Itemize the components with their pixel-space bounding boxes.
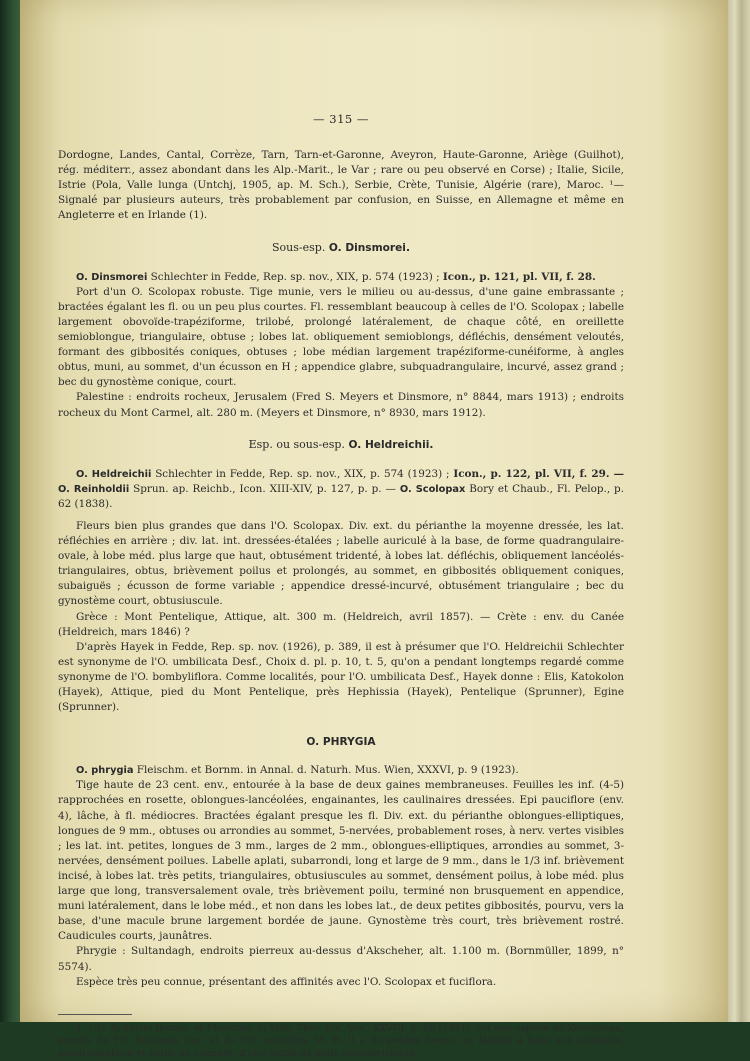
heading-prefix: Sous-esp. <box>272 240 326 254</box>
taxon-citation <box>58 467 624 512</box>
taxon-name: O. Heldreichii <box>76 468 152 480</box>
page-number: — 315 — <box>313 112 369 126</box>
citation-text: Schlechter in Fedde, Rep. sp. nov., XIX, p. 574 (1923) ; <box>155 467 450 480</box>
icon-reference: Icon., p. 122, pl. VII, f. 29. — <box>453 467 624 480</box>
continuation-paragraph: Dordogne, Landes, Cantal, Corrèze, Tarn, Tarn-et-Garonne, Aveyron, Haute-Garonne, Ariège (Guilhot), rég. méditerr., assez abondant dans les Alp.-Marit., le Var ; rare ou peu observé en Corse) ; Italie, Sicile, Istrie (Pola, Valle lunga (Untchj, 1905, ap. M. Sch.), Serbie, Crète, Tunisie, Algérie (rare), Maroc. ¹— Signalé par plusieurs auteurs, très probablement par confusion, en Suisse, en Allemagne et même en Angleterre et en Irlande (1). <box>58 149 624 222</box>
affinity-paragraph: Espèce très peu connue, présentant des affinités avec l'O. Scolopax et fuciflora. <box>76 975 497 988</box>
synonym-name: O. Reinholdii <box>58 483 130 495</box>
taxon-name: O. Dinsmorei <box>76 271 148 283</box>
locality-paragraph: Grèce : Mont Pentelique, Attique, alt. 300 m. (Heldreich, avril 1857). — Crète : env. du Canée (Heldreich, mars 1846) ? <box>58 610 624 638</box>
species-heading-phrygia: O. PHRYGIA <box>306 736 376 749</box>
taxon-citation <box>58 270 624 285</box>
spacer <box>58 512 624 519</box>
page-content <box>58 112 624 1061</box>
footnote-rule <box>58 1014 132 1015</box>
description-paragraph: Port d'un O. Scolopax robuste. Tige munie, vers le milieu ou au-dessus, d'une gaine embrassante ; bractées égalant les fl. ou un peu plus courtes. Fl. ressemblant beaucoup à celles de l'O. Scolopax ; labelle largement obovoïde-trapéziforme, trilobé, prolongé latéralement, de chaque côté, en oreillette semioblongue, triangulaire, obtuse ; lobes lat. obliquement semioblongs, défléchis, densément veloutés, formant des gibbosités coniques, obtuses ; lobe médian largement trapéziforme-cunéiforme, à angles obtus, muni, au sommet, d'un écusson en H ; appendice glabre, subquadrangulaire, incurvé, assez grand ; bec du gynostème conique, court. <box>58 285 624 389</box>
citation-text: Fleischm. et Bornm. in Annal. d. Naturh. Mus. Wien, XXXVI, p. 9 (1923). <box>136 764 519 777</box>
species-heading-heldreichii <box>58 437 624 453</box>
taxon-citation <box>58 763 624 778</box>
synonym-citation: Sprun. ap. Reichb., Icon. XIII-XIV, p. 127, p. p. — <box>133 482 396 495</box>
heading-taxon: O. Dinsmorei. <box>328 241 410 254</box>
page-edge <box>728 0 750 1022</box>
description-paragraph: Fleurs bien plus grandes que dans l'O. Scolopax. Div. ext. du périanthe la moyenne dressée, les lat. réfléchies en arrière ; div. lat. int. dressées-étalées ; labelle auriculé à la base, de forme quadrangulaire-ovale, à lobe méd. plus large que haut, obtusément tridenté, à lobes lat. défléchis, obliquement lancéolés-triangulaires, obtus, brièvement poilus et prolongés, au sommet, en gibbosités obliquement coniques, subaiguës ; écusson de forme variable ; appendice dressé-incurvé, obtusément triangulaire ; bec du gynostème court, obtusiuscule. <box>58 519 624 608</box>
locality-paragraph: Phrygie : Sultandagh, endroits pierreux au-dessus d'Akscheher, alt. 1.100 m. (Bornmüller, 1899, n° 5574). <box>58 945 624 973</box>
locality-paragraph: Palestine : endroits rocheux, Jerusalem (Fred S. Meyers et Dinsmore, n° 8844, mars 1913) ; endroits rocheux du Mont Carmel, alt. 280 m. (Meyers et Dinsmore, n° 8930, mars 1912). <box>58 391 624 419</box>
icon-reference: Icon., p. 121, pl. VII, f. 28. <box>442 270 596 283</box>
synonym-name: O. Scolopax <box>399 483 466 495</box>
footnote: 1. L'O. Schulzei Bornm. et Fleischm. in Mitt. Thür. Bot. Ver., XXVIII, p. 60 (1911), est une espèce du Kourdistan, proche de l'O. Scolopax Cav. et de l'O. oestrifera M. B. Il a de petites fleurs, un labelle à base non atténuée, quadrangulaire et muni, au sommet, d'une touffe de poils caractéristique. <box>58 1022 624 1060</box>
taxon-name: O. phrygia <box>76 765 134 777</box>
subspecies-heading-dinsmorei <box>58 240 624 256</box>
book-binding <box>0 0 22 1022</box>
heading-taxon: O. Heldreichii. <box>348 438 434 451</box>
description-paragraph: Tige haute de 23 cent. env., entourée à la base de deux gaines membraneuses. Feuilles les inf. (4-5) rapprochées en rosette, oblongues-lancéolées, engainantes, les caulinaires dressées. Epi pauciflore (env. 4), lâche, à fl. médiocres. Bractées égalant presque les fl. Div. ext. du périanthe oblongues-elliptiques, longues de 9 mm., obtuses ou arrondies au sommet, 5-nervées, probablement roses, à nerv. vertes visibles ; les lat. int. petites, longues de 3 mm., larges de 2 mm., oblongues-elliptiques, arrondies au sommet, 3-nervées, densément poilues. Labelle aplati, subarrondi, long et large de 9 mm., dans le 1/3 inf. brièvement incisé, à lobes lat. très petits, triangulaires, obtusiuscules au sommet, densément poilus, à lobe méd. plus large que long, transversalement ovale, très brièvement poilu, terminé non brusquement en appendice, muni latéralement, dans le lobe méd., et non dans les lobes lat., de deux petites gibbosités, pourvu, vers la base, d'une macule brune largement bordée de jaune. Gynostème très court, très brièvement rostré. Caudicules courts, jaunâtres. <box>58 779 624 943</box>
synonym-citation: Bory et Chaub., Fl. Pelop., p. 62 (1838). <box>58 482 624 510</box>
citation-text: Schlechter in Fedde, Rep. sp. nov., XIX, p. 574 (1923) ; <box>150 270 440 283</box>
note-paragraph: D'après Hayek in Fedde, Rep. sp. nov. (1926), p. 389, il est à présumer que l'O. Heldreichii Schlechter est synonyme de l'O. umbilicata Desf., Choix d. pl. p. 10, t. 5, qu'on a pendant longtemps regardé comme synonyme de l'O. bombyliflora. Comme localités, pour l'O. umbilicata Desf., Hayek donne : Elis, Katokolon (Hayek), Attique, pied du Mont Pentelique, près Hephissia (Hayek), Pentelique (Sprunner), Egine (Sprunner). <box>58 640 624 714</box>
heading-prefix: Esp. ou sous-esp. <box>248 437 345 451</box>
